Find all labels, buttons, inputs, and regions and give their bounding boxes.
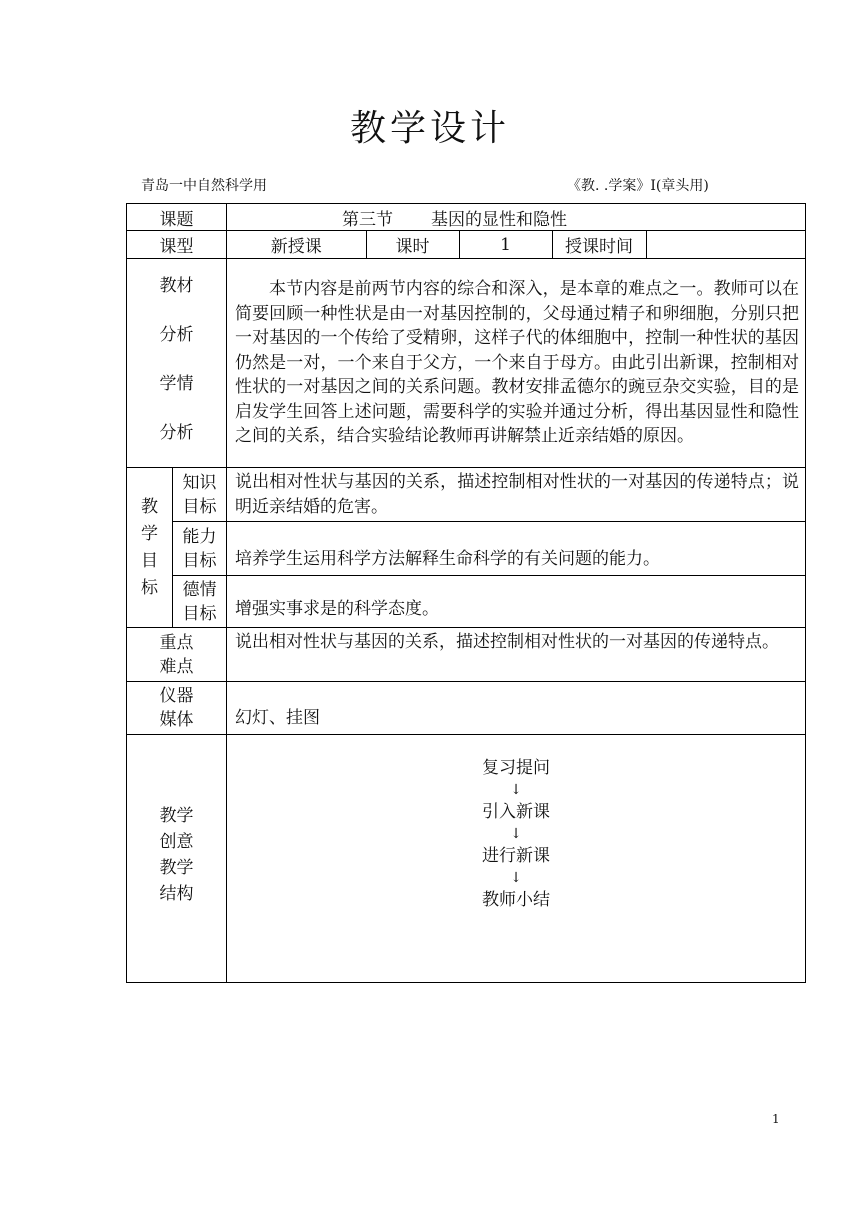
goal-emotion-label xyxy=(173,576,227,628)
hours-value: 1 xyxy=(459,231,552,258)
goal-ability-label-1: 能力 xyxy=(182,526,217,547)
goal-ability-label-2: 目标 xyxy=(182,550,217,571)
key-label xyxy=(127,628,227,682)
flow-arrow-2-icon: ↓ xyxy=(510,826,522,842)
topic-name: 基因的显性和隐性 xyxy=(431,209,567,230)
topic-cell xyxy=(227,204,806,231)
goal-knowledge-label xyxy=(173,468,227,522)
row-topic xyxy=(127,204,806,231)
media-label-1: 仪器 xyxy=(159,686,194,706)
media-label xyxy=(127,682,227,735)
flow-step-4: 教师小结 xyxy=(482,890,550,910)
analysis-label-2: 分析 xyxy=(159,325,194,345)
goals-label-4: 标 xyxy=(141,577,158,598)
analysis-label-4: 分析 xyxy=(159,423,194,443)
row-goal-ability xyxy=(127,522,806,576)
goals-label-2: 学 xyxy=(141,523,158,544)
topic-label: 课题 xyxy=(127,204,227,231)
goal-emotion-text: 增强实事求是的科学态度。 xyxy=(227,576,806,628)
row-key xyxy=(127,628,806,682)
goal-ability-text: 培养学生运用科学方法解释生命科学的有关问题的能力。 xyxy=(227,522,806,576)
analysis-label-3: 学情 xyxy=(159,374,194,394)
goal-emotion-label-1: 德情 xyxy=(182,579,217,600)
key-text: 说出相对性状与基因的关系，描述控制相对性状的一对基因的传递特点。 xyxy=(227,628,806,682)
row-structure xyxy=(127,735,806,983)
goals-label-3: 目 xyxy=(141,550,158,571)
media-text: 幻灯、挂图 xyxy=(227,682,806,735)
goal-knowledge-label-2: 目标 xyxy=(182,496,217,517)
time-value xyxy=(646,231,805,258)
row-goal-emotion xyxy=(127,576,806,628)
goals-label-1: 教 xyxy=(141,496,158,517)
time-label: 授课时间 xyxy=(552,231,646,258)
row-type xyxy=(127,231,806,259)
analysis-text: 本节内容是前两节内容的综合和深入，是本章的难点之一。教师可以在简要回顾一种性状是由一对基因控制的，父母通过精子和卵细胞，分别只把一对基因的一个传给了受精卵，这样子代的体细胞中，控制一种性状的基因仍然是一对，一个来自于父方，一个来自于母方。由此引出新课，控制相对性状的一对基因之间的关系问题。教材安排孟德尔的豌豆杂交实验，目的是启发学生回答上述问题，需要科学的实验并通过分析，得出基因显性和隐性之间的关系，结合实验结论教师再讲解禁止近亲结婚的原因。 xyxy=(227,259,806,468)
row-media xyxy=(127,682,806,735)
flow-step-1: 复习提问 xyxy=(482,758,550,778)
key-label-1: 重点 xyxy=(159,632,194,653)
key-label-2: 难点 xyxy=(159,656,194,677)
flow-arrow-1-icon: ↓ xyxy=(510,782,522,798)
type-cell xyxy=(227,231,806,259)
type-label: 课型 xyxy=(127,231,227,259)
topic-section: 第三节 xyxy=(342,209,393,230)
goal-knowledge-text: 说出相对性状与基因的关系，描述控制相对性状的一对基因的传递特点；说明近亲结婚的危害。 xyxy=(227,468,806,522)
structure-flow xyxy=(227,735,806,983)
type-value: 新授课 xyxy=(270,237,322,257)
type-inner xyxy=(227,231,805,258)
analysis-label xyxy=(127,259,227,468)
media-label-2: 媒体 xyxy=(159,710,194,730)
flow-step-2: 引入新课 xyxy=(482,802,550,822)
goal-emotion-label-2: 目标 xyxy=(182,603,217,624)
goal-knowledge-label-1: 知识 xyxy=(182,472,217,493)
document-title: 教学设计 xyxy=(349,108,510,149)
structure-label-4: 结构 xyxy=(159,884,194,904)
header-doc-type: 《教. .学案》I(章头用) xyxy=(567,178,709,194)
goal-ability-label xyxy=(173,522,227,576)
lesson-plan-table xyxy=(126,203,806,983)
structure-label-2: 创意 xyxy=(159,832,194,852)
flow-arrow-3-icon: ↓ xyxy=(510,870,522,886)
hours-label: 课时 xyxy=(366,231,459,258)
goals-label xyxy=(127,468,173,628)
analysis-label-1: 教材 xyxy=(159,276,194,296)
page-number: 1 xyxy=(772,1112,780,1126)
header-school: 青岛一中自然科学用 xyxy=(141,178,267,194)
flow-step-3: 进行新课 xyxy=(482,846,550,866)
row-analysis xyxy=(127,259,806,468)
structure-label-3: 教学 xyxy=(159,858,194,878)
structure-label-1: 教学 xyxy=(159,806,194,826)
row-goal-knowledge xyxy=(127,468,806,522)
structure-label xyxy=(127,735,227,983)
